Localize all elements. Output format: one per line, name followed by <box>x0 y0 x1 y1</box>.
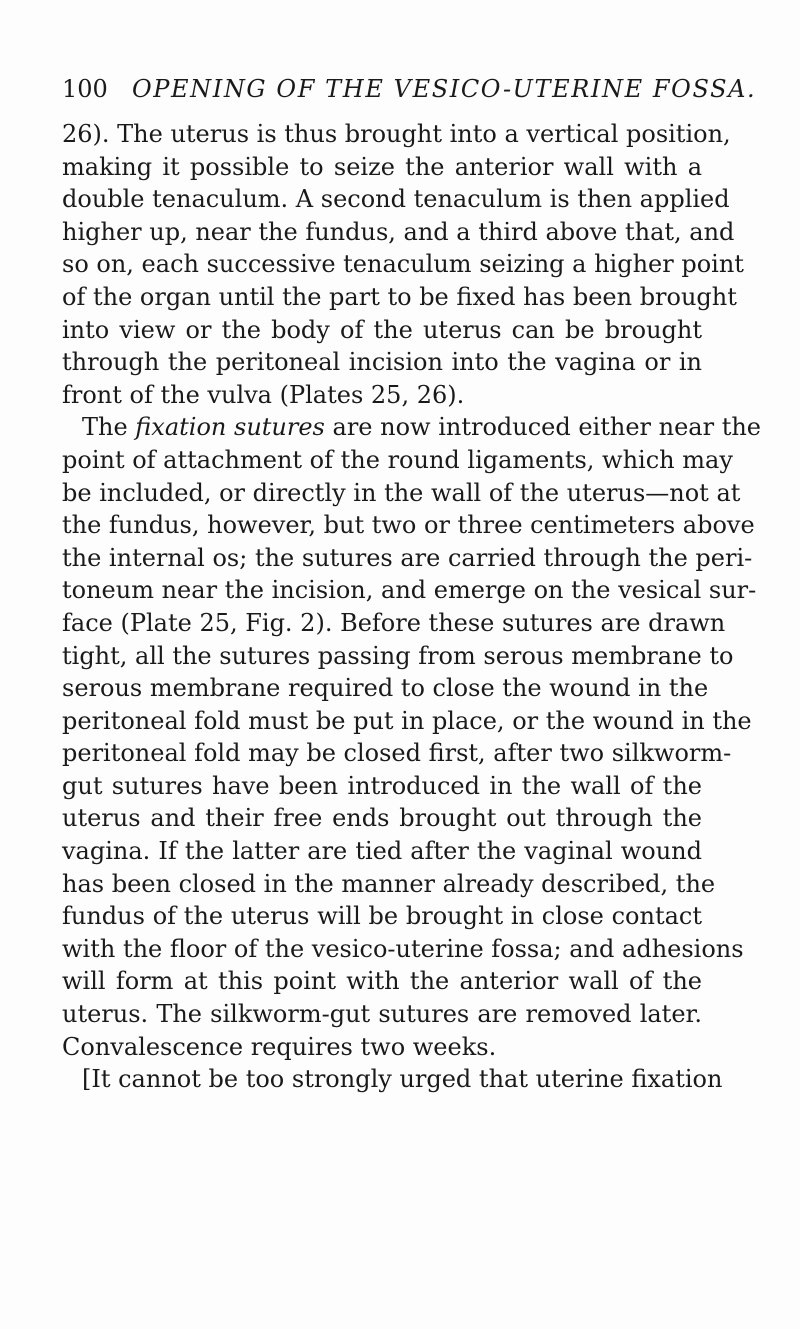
text-line: Convalescence requires two weeks. <box>62 1032 497 1061</box>
line-rest: are now introduced either near the <box>324 413 762 442</box>
paragraph-first-line <box>62 411 762 444</box>
text-line: front of the vulva (Plates 25, 26). <box>62 380 465 409</box>
text-line: making it possible to seize the anterior wall with a <box>62 152 702 181</box>
text-line: through the peritoneal incision into the vagina or in <box>62 348 702 377</box>
text-line: the internal os; the sutures are carried through the peri- <box>62 543 753 572</box>
text-line: the fundus, however, but two or three centimeters above <box>62 511 755 540</box>
text-line: double tenaculum. A second tenaculum is then applied <box>62 185 730 214</box>
text-line: toneum near the incision, and emerge on the vesical sur- <box>62 576 757 605</box>
text-line: into view or the body of the uterus can be brought <box>62 315 702 344</box>
text-line: gut sutures have been introduced in the wall of the <box>62 771 702 800</box>
text-line: has been closed in the manner already described, the <box>62 869 716 898</box>
running-title: OPENING OF THE VESICO-UTERINE FOSSA. <box>132 75 757 103</box>
text-line: vagina. If the latter are tied after the vaginal wound <box>62 837 702 866</box>
text-line: tight, all the sutures passing from serous membrane to <box>62 641 734 670</box>
page-header <box>62 74 757 104</box>
text-line: face (Plate 25, Fig. 2). Before these sutures are drawn <box>62 608 726 637</box>
text-line: peritoneal fold must be put in place, or the wound in the <box>62 706 752 735</box>
text-line: higher up, near the fundus, and a third above that, and <box>62 217 735 246</box>
text-line: peritoneal fold may be closed first, after two silkworm- <box>62 739 732 768</box>
text-line: be included, or directly in the wall of the uterus—not at <box>62 478 741 507</box>
lead-word: The <box>82 413 136 442</box>
text-line: point of attachment of the round ligaments, which may <box>62 445 733 474</box>
body-text <box>62 118 762 1096</box>
text-line: so on, each successive tenaculum seizing a higher point <box>62 250 744 279</box>
page-number: 100 <box>62 75 108 103</box>
text-line: 26). The uterus is thus brought into a vertical position, <box>62 120 731 148</box>
text-line: fundus of the uterus will be brought in close contact <box>62 902 702 931</box>
text-line: serous membrane required to close the wound in the <box>62 674 709 703</box>
emphasized-term: fixation sutures <box>135 413 325 442</box>
text-line: of the organ until the part to be fixed has been brought <box>62 282 737 311</box>
text-line: with the floor of the vesico-uterine fossa; and adhesions <box>62 934 744 963</box>
paragraph-first-line: [It cannot be too strongly urged that uterine fixation <box>82 1065 723 1094</box>
text-line: uterus and their free ends brought out through the <box>62 804 702 833</box>
text-line: uterus. The silkworm-gut sutures are removed later. <box>62 1000 702 1029</box>
text-line: will form at this point with the anterior wall of the <box>62 967 702 996</box>
